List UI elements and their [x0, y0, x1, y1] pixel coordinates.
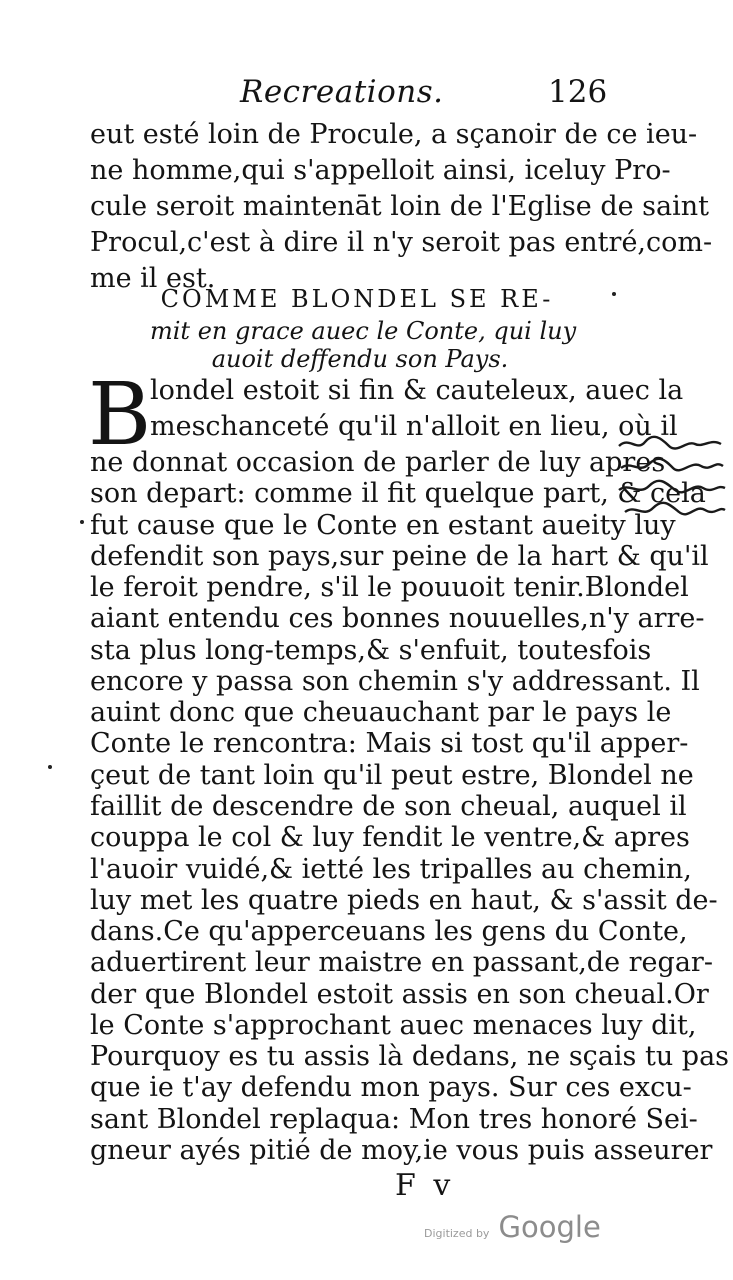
body-line: que ie t'ay defendu mon pays. Sur ces excu- [90, 1072, 692, 1104]
body-line: aiant entendu ces bonnes nouuelles,n'y arre- [90, 603, 705, 635]
body-line: Conte le rencontra: Mais si tost qu'il apper- [90, 728, 689, 760]
body-line: meschanceté qu'il n'alloit en lieu, où il [150, 411, 678, 442]
body-line: le feroit pendre, s'il le pouuoit tenir.Blondel [90, 572, 689, 604]
handwritten-annotation-icon [615, 430, 727, 530]
body-line: son depart: comme il fit quelque part, & cela [90, 478, 706, 510]
body-line: ne homme,qui s'appelloit ainsi, iceluy Pro- [90, 155, 671, 186]
body-line: gneur ayés pitié de moy,ie vous puis asseurer [90, 1135, 713, 1166]
signature-mark: F v [395, 1168, 455, 1203]
body-line: ne donnat occasion de parler de luy apres [90, 447, 666, 478]
body-line: cule seroit maintenāt loin de l'Eglise de saint [90, 191, 709, 222]
chapter-subheading: auoit deffendu son Pays. [211, 345, 509, 373]
chapter-subheading: mit en grace auec le Conte, qui luy [150, 317, 577, 345]
margin-dot [80, 520, 84, 524]
margin-dot [48, 765, 52, 769]
body-line: Procul,c'est à dire il n'y seroit pas entré,com- [90, 227, 713, 258]
body-line: auint donc que cheuauchant par le pays le [90, 697, 672, 729]
margin-dot [612, 292, 616, 296]
body-line: l'auoir vuidé,& ietté les tripalles au chemin, [90, 853, 692, 885]
body-line: dans.Ce qu'apperceuans les gens du Conte, [90, 916, 688, 948]
body-line: eut esté loin de Procule, a sçanoir de ce ieu- [90, 119, 698, 150]
body-line: encore y passa son chemin s'y addressant. Il [90, 665, 700, 697]
body-line: der que Blondel estoit assis en son cheual.Or [90, 978, 709, 1010]
body-line: le Conte s'approchant auec menaces luy dit, [90, 1009, 697, 1041]
page-number: 126 [548, 74, 608, 110]
body-line: defendit son pays,sur peine de la hart & qu'il [90, 540, 709, 572]
watermark-brand: Google [498, 1210, 601, 1244]
body-line: Pourquoy es tu assis là dedans, ne sçais tu pas [90, 1041, 730, 1073]
body-line: çeut de tant loin qu'il peut estre, Blondel ne [90, 759, 694, 791]
chapter-heading: COMME BLONDEL SE RE- [160, 285, 554, 313]
body-line: sant Blondel replaqua: Mon tres honoré Sei- [90, 1103, 698, 1135]
body-line: me il est. [90, 263, 216, 294]
watermark-caption: Digitized by [424, 1227, 490, 1240]
running-title: Recreations. [240, 74, 444, 110]
body-line: fut cause que le Conte en estant aueity luy [90, 509, 676, 541]
body-line: couppa le col & luy fendit le ventre,& apres [90, 822, 690, 854]
digitizer-watermark [424, 1210, 601, 1244]
drop-cap: B [88, 365, 152, 465]
body-line: londel estoit si fin & cauteleux, auec la [150, 375, 684, 406]
body-line: sta plus long-temps,& s'enfuit, toutesfois [90, 634, 652, 666]
body-line: luy met les quatre pieds en haut, & s'assit de- [90, 884, 718, 916]
body-line: faillit de descendre de son cheual, auquel il [90, 791, 687, 822]
body-line: aduertirent leur maistre en passant,de regar- [90, 947, 713, 979]
